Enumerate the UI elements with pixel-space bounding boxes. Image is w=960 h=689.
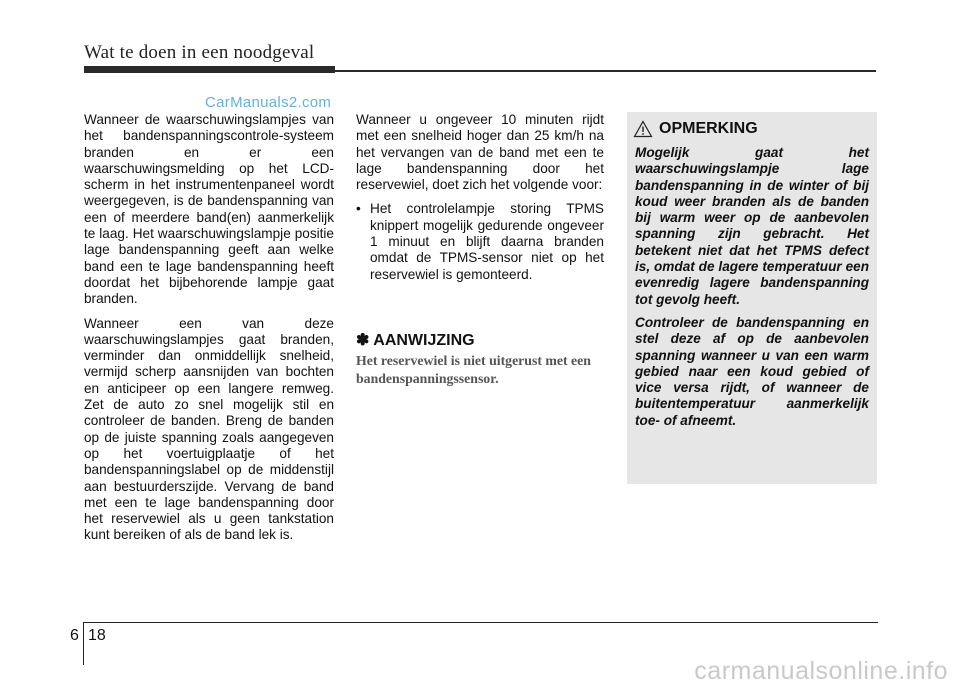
page-number: 18 <box>88 627 106 644</box>
warning-body <box>635 145 869 436</box>
bullet-icon: • <box>356 201 361 217</box>
watermark-bottom[interactable]: carmanualsonline.info <box>694 657 948 685</box>
page-header-title: Wat te doen in een noodgeval <box>84 42 315 63</box>
footer-divider <box>83 623 84 665</box>
warning-heading <box>633 120 758 138</box>
paragraph: Wanneer u ongeveer 10 minuten rijdt met een snelheid hoger dan 25 km/h na het vervangen van de band met een te lage bandenspanning door het reservewiel, doet zich het volgende voor: <box>356 112 604 193</box>
footer-rule <box>83 622 878 623</box>
note-heading <box>356 330 475 350</box>
text-column-2 <box>356 112 604 283</box>
text-column-1 <box>84 112 334 552</box>
bullet-text: Het controlelampje storing TPMS knippert mogelijk gedurende ongeveer 1 minuut en blijft daarna branden omdat de TPMS-sensor niet op het reservewiel is gemonteerd. <box>370 201 604 282</box>
warning-title: OPMERKING <box>659 120 758 137</box>
header-bar <box>84 66 335 73</box>
header-rule <box>335 70 876 72</box>
paragraph: Wanneer de waarschuwingslampjes van het bandenspanningscontrole-systeem branden en er een waarschuwingsmelding op het LCD-scherm in het instrumentenpaneel wordt weergegeven, is de bandenspanning van een of meerdere band(en) aanmerkelijk te laag. Het waarschuwingslampje positie lage bandenspanning geeft aan welke band een te lage bandenspanning heeft doordat het bijbehorende lampje gaat branden. <box>84 112 334 307</box>
paragraph: Wanneer een van deze waarschuwingslampjes gaat branden, verminder dan onmiddellijk snelheid, vermijd scherp aansnijden van bochten en anticipeer op een langere remweg. Zet de auto zo snel mogelijk stil en controleer de banden. Breng de banden op de juiste spanning zoals aangegeven op het voertuigplaatje of het bandenspanningslabel op de middenstijl aan bestuurderszijde. Vervang de band met een te lage bandenspanning door het reservewiel als u geen tankstation kunt bereiken of als de band lek is. <box>84 315 334 543</box>
note-text: Het reservewiel is niet uitgerust met een bandenspanningssensor. <box>356 353 591 386</box>
warning-paragraph: Mogelijk gaat het waarschuwingslampje lage bandenspanning in de winter of bij koud weer branden als de banden bij warm weer op de aanbevolen spanning zijn gebracht. Het betekent niet dat het TPMS defect is, omdat de lagere temperatuur een evenredig lagere bandenspanning tot gevolg heeft. <box>635 145 869 307</box>
chapter-number: 6 <box>70 627 79 644</box>
list-item <box>356 201 604 282</box>
note-title: AANWIJZING <box>373 332 475 349</box>
asterisk-icon: ✽ <box>356 332 370 349</box>
warning-triangle-icon <box>633 120 653 138</box>
watermark-top[interactable]: CarManuals2.com <box>205 94 332 111</box>
warning-paragraph: Controleer de bandenspanning en stel deze af op de aanbevolen spanning wanneer u van een warm gebied naar een koud gebied of vice versa rijdt, of wanneer de buitentemperatuur aanmerkelijk toe- of afneemt. <box>635 314 869 428</box>
